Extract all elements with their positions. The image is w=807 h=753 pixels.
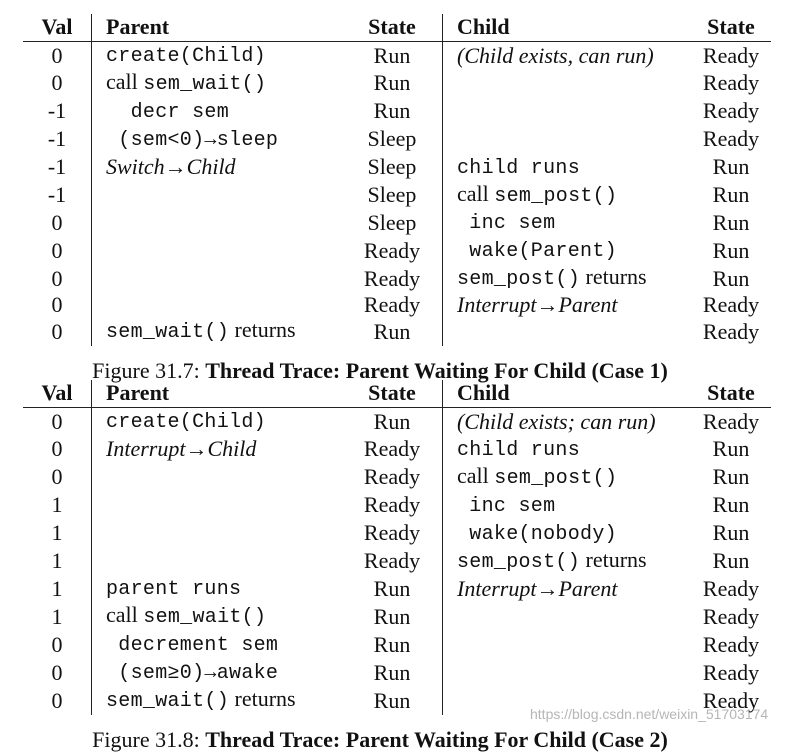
cell-child-state: Ready bbox=[702, 126, 760, 152]
cell-text-segment: wake(Parent) bbox=[457, 240, 617, 264]
table-row bbox=[23, 98, 771, 126]
cell-parent-state: Run bbox=[373, 631, 411, 657]
cell-val: 0 bbox=[51, 318, 63, 344]
cell-child-state: Run bbox=[712, 265, 750, 291]
cell-parent bbox=[92, 265, 343, 293]
cell-text-segment: sem_wait() bbox=[143, 72, 267, 96]
cell-text-segment: returns bbox=[229, 317, 296, 343]
cell-child bbox=[443, 154, 692, 182]
header-parent-state: State bbox=[342, 14, 443, 42]
cell-parent-state: Run bbox=[373, 70, 411, 96]
cell-parent bbox=[92, 98, 343, 126]
cell-parent-state: Run bbox=[373, 659, 411, 685]
cell-text-segment: returns bbox=[229, 686, 296, 712]
cell-val: 0 bbox=[51, 436, 63, 462]
cell-text-segment: sem_post() bbox=[457, 550, 581, 574]
cell-child-state: Ready bbox=[702, 98, 760, 124]
cell-val: 0 bbox=[51, 408, 63, 434]
cell-val: 0 bbox=[51, 237, 63, 263]
figure-31-8 bbox=[0, 380, 807, 753]
cell-child bbox=[443, 659, 692, 687]
cell-text-segment: decr sem bbox=[106, 100, 230, 124]
cell-val: 0 bbox=[51, 659, 63, 685]
table-row bbox=[23, 659, 771, 687]
cell-parent-state: Run bbox=[373, 575, 411, 601]
cell-child bbox=[443, 603, 692, 631]
header-child-state: State bbox=[691, 14, 771, 42]
cell-child-state: Ready bbox=[702, 70, 760, 96]
cell-text-segment: child runs bbox=[457, 156, 581, 180]
cell-val: 1 bbox=[51, 603, 63, 629]
trace-body-case-2 bbox=[23, 408, 771, 715]
cell-parent-state: Run bbox=[373, 603, 411, 629]
cell-text-segment: create(Child) bbox=[106, 45, 266, 68]
cell-text-segment: child runs bbox=[457, 438, 581, 462]
cell-parent-state: Ready bbox=[363, 464, 421, 490]
cell-parent-state: Ready bbox=[363, 237, 421, 263]
cell-child-state: Ready bbox=[702, 575, 760, 601]
caption-label: Figure 31.8: bbox=[92, 726, 206, 752]
cell-parent-state: Sleep bbox=[367, 182, 417, 208]
cell-text-segment: call bbox=[106, 602, 144, 628]
header-row bbox=[23, 380, 771, 408]
cell-text-segment: (sem≥0)→awake bbox=[106, 662, 279, 686]
header-row bbox=[23, 14, 771, 42]
cell-parent-state: Sleep bbox=[367, 209, 417, 235]
cell-parent bbox=[92, 548, 343, 576]
figure-caption bbox=[0, 727, 760, 753]
cell-parent bbox=[92, 126, 343, 154]
trace-body-case-1 bbox=[23, 42, 771, 346]
cell-child-state: Run bbox=[712, 492, 750, 518]
cell-val: 0 bbox=[51, 209, 63, 235]
cell-val: 1 bbox=[51, 548, 63, 574]
cell-parent bbox=[92, 687, 343, 715]
cell-parent bbox=[92, 464, 343, 492]
cell-text-segment: sem_post() bbox=[494, 184, 618, 208]
header-parent: Parent bbox=[92, 380, 343, 408]
cell-text-segment: sem_wait() bbox=[106, 321, 230, 345]
table-row bbox=[23, 492, 771, 520]
cell-val: 0 bbox=[51, 687, 63, 713]
cell-child-state: Ready bbox=[702, 631, 760, 657]
cell-text-segment: returns bbox=[580, 264, 647, 290]
caption-title: Thread Trace: Parent Waiting For Child (Case 1) bbox=[205, 357, 668, 383]
header-parent-state: State bbox=[342, 380, 443, 408]
cell-child-state: Run bbox=[712, 520, 750, 546]
cell-child-state: Run bbox=[712, 464, 750, 490]
cell-child bbox=[443, 575, 692, 603]
cell-parent bbox=[92, 318, 343, 346]
cell-parent bbox=[92, 492, 343, 520]
table-row bbox=[23, 436, 771, 464]
cell-parent bbox=[92, 70, 343, 98]
cell-text-segment: (Child exists, can run) bbox=[457, 42, 654, 68]
cell-text-segment: Interrupt→Parent bbox=[457, 575, 618, 601]
table-row bbox=[23, 209, 771, 237]
cell-child bbox=[443, 70, 692, 98]
table-row bbox=[23, 70, 771, 98]
cell-child bbox=[443, 436, 692, 464]
cell-text-segment: inc sem bbox=[457, 494, 556, 518]
cell-text-segment: decrement sem bbox=[106, 634, 279, 658]
cell-parent-state: Ready bbox=[363, 265, 421, 291]
cell-child bbox=[443, 492, 692, 520]
cell-child bbox=[443, 237, 692, 265]
cell-parent bbox=[92, 209, 343, 237]
cell-val: -1 bbox=[47, 98, 67, 124]
cell-child bbox=[443, 318, 692, 346]
cell-child-state: Run bbox=[712, 182, 750, 208]
cell-text-segment: Switch→Child bbox=[106, 154, 236, 180]
cell-val: -1 bbox=[47, 126, 67, 152]
cell-child-state: Ready bbox=[702, 687, 760, 713]
caption-title: Thread Trace: Parent Waiting For Child (Case 2) bbox=[205, 726, 668, 752]
cell-parent-state: Run bbox=[373, 318, 411, 344]
cell-text-segment: call bbox=[457, 462, 495, 488]
cell-parent-state: Ready bbox=[363, 520, 421, 546]
table-row bbox=[23, 154, 771, 182]
cell-child-state: Run bbox=[712, 154, 750, 180]
cell-val: 1 bbox=[51, 575, 63, 601]
cell-val: -1 bbox=[47, 182, 67, 208]
header-child: Child bbox=[443, 380, 692, 408]
cell-parent bbox=[92, 237, 343, 265]
cell-val: 0 bbox=[51, 265, 63, 291]
cell-text-segment: call bbox=[457, 180, 495, 206]
watermark-url: https://blog.csdn.net/weixin_51703174 bbox=[530, 706, 769, 722]
cell-parent bbox=[92, 520, 343, 548]
cell-child bbox=[443, 98, 692, 126]
table-row bbox=[23, 603, 771, 631]
cell-parent bbox=[92, 436, 343, 464]
table-row bbox=[23, 318, 771, 346]
cell-child bbox=[443, 209, 692, 237]
cell-child-state: Ready bbox=[702, 42, 760, 68]
cell-text-segment: wake(nobody) bbox=[457, 522, 617, 546]
cell-val: 0 bbox=[51, 70, 63, 96]
table-row bbox=[23, 42, 771, 70]
cell-parent-state: Ready bbox=[363, 548, 421, 574]
trace-table-case-2 bbox=[23, 380, 771, 715]
cell-text-segment: sem_post() bbox=[457, 268, 581, 292]
table-row bbox=[23, 265, 771, 293]
cell-parent-state: Sleep bbox=[367, 154, 417, 180]
cell-text-segment: sem_post() bbox=[494, 466, 618, 490]
cell-parent-state: Run bbox=[373, 687, 411, 713]
cell-val: 0 bbox=[51, 292, 63, 318]
table-row bbox=[23, 293, 771, 318]
cell-parent-state: Ready bbox=[363, 292, 421, 318]
cell-child-state: Ready bbox=[702, 408, 760, 434]
table-row bbox=[23, 408, 771, 436]
cell-child bbox=[443, 520, 692, 548]
cell-parent-state: Ready bbox=[363, 436, 421, 462]
cell-child bbox=[443, 464, 692, 492]
table-row bbox=[23, 464, 771, 492]
cell-parent-state: Sleep bbox=[367, 126, 417, 152]
cell-parent bbox=[92, 603, 343, 631]
cell-parent-state: Run bbox=[373, 98, 411, 124]
cell-child bbox=[443, 265, 692, 293]
cell-parent bbox=[92, 182, 343, 210]
cell-parent-state: Ready bbox=[363, 492, 421, 518]
cell-text-segment: returns bbox=[580, 546, 647, 572]
cell-parent bbox=[92, 659, 343, 687]
cell-text-segment: Interrupt→Child bbox=[106, 436, 257, 462]
table-row bbox=[23, 631, 771, 659]
cell-text-segment: create(Child) bbox=[106, 411, 266, 434]
cell-child bbox=[443, 293, 692, 318]
header-val: Val bbox=[23, 380, 92, 408]
cell-child bbox=[443, 182, 692, 210]
cell-val: 1 bbox=[51, 520, 63, 546]
cell-val: 0 bbox=[51, 42, 63, 68]
cell-child bbox=[443, 126, 692, 154]
cell-text-segment: sem_wait() bbox=[143, 606, 267, 630]
cell-text-segment: parent runs bbox=[106, 578, 242, 602]
cell-parent bbox=[92, 631, 343, 659]
cell-child-state: Ready bbox=[702, 603, 760, 629]
cell-child-state: Ready bbox=[702, 659, 760, 685]
cell-parent bbox=[92, 293, 343, 318]
header-val: Val bbox=[23, 14, 92, 42]
cell-text-segment: Interrupt→Parent bbox=[457, 292, 618, 318]
cell-text-segment: sem_wait() bbox=[106, 690, 230, 714]
cell-child bbox=[443, 42, 692, 70]
cell-val: 0 bbox=[51, 464, 63, 490]
cell-child bbox=[443, 548, 692, 576]
cell-val: 1 bbox=[51, 492, 63, 518]
trace-table-case-1 bbox=[23, 14, 771, 346]
cell-child bbox=[443, 631, 692, 659]
cell-parent bbox=[92, 575, 343, 603]
cell-child-state: Ready bbox=[702, 318, 760, 344]
cell-parent-state: Run bbox=[373, 42, 411, 68]
table-row bbox=[23, 237, 771, 265]
cell-parent bbox=[92, 408, 343, 436]
cell-text-segment: call bbox=[106, 68, 144, 94]
cell-text-segment: (Child exists; can run) bbox=[457, 408, 656, 434]
cell-child bbox=[443, 408, 692, 436]
cell-parent bbox=[92, 154, 343, 182]
table-row bbox=[23, 520, 771, 548]
caption-label: Figure 31.7: bbox=[92, 357, 206, 383]
cell-text-segment: inc sem bbox=[457, 212, 556, 236]
cell-val: -1 bbox=[47, 154, 67, 180]
table-row bbox=[23, 548, 771, 576]
cell-parent-state: Run bbox=[373, 408, 411, 434]
table-row bbox=[23, 126, 771, 154]
cell-child-state: Run bbox=[712, 237, 750, 263]
table-row bbox=[23, 575, 771, 603]
cell-text-segment: (sem<0)→sleep bbox=[106, 128, 279, 152]
figure-31-7 bbox=[0, 14, 807, 384]
cell-child-state: Ready bbox=[702, 292, 760, 318]
cell-child-state: Run bbox=[712, 436, 750, 462]
table-row bbox=[23, 182, 771, 210]
header-parent: Parent bbox=[92, 14, 343, 42]
header-child-state: State bbox=[691, 380, 771, 408]
cell-child-state: Run bbox=[712, 548, 750, 574]
cell-parent bbox=[92, 42, 343, 70]
header-child: Child bbox=[443, 14, 692, 42]
cell-val: 0 bbox=[51, 631, 63, 657]
cell-child-state: Run bbox=[712, 209, 750, 235]
